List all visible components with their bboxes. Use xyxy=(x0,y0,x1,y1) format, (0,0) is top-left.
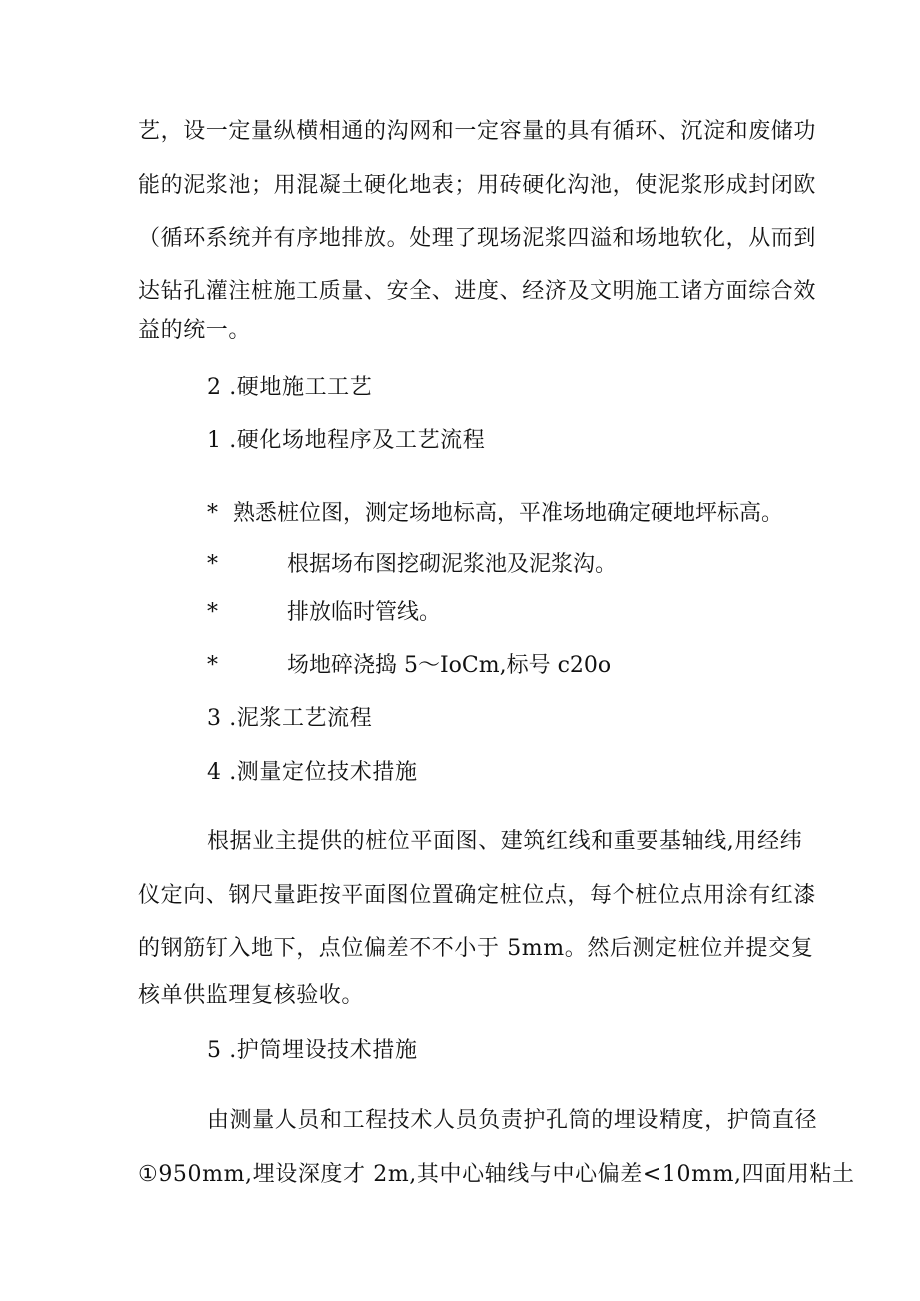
paragraph-line: （循环系统并有序地排放。处理了现场泥浆四溢和场地软化，从而到 xyxy=(138,226,817,251)
paragraph-line: 能的泥浆池；用混凝土硬化地表；用砖硬化沟池，使泥浆形成封闭欧 xyxy=(138,173,817,198)
paragraph-line: 达钻孔灌注桩施工质量、安全、进度、经济及文明施工诸方面综合效 xyxy=(138,279,817,304)
paragraph-line: 益的统一。 xyxy=(138,318,252,343)
bullet-marker: * xyxy=(207,501,218,526)
bullet-text: 排放临时管线。 xyxy=(287,600,442,625)
section-heading-1: 1 .硬化场地程序及工艺流程 xyxy=(207,428,486,453)
bullet-item xyxy=(207,598,441,628)
paragraph-line: 的钢筋钉入地下，点位偏差不不小于 5mm。然后测定桩位并提交复 xyxy=(138,936,814,961)
paragraph-line: 艺，设一定量纵横相通的沟网和一定容量的具有循环、沉淀和废储功 xyxy=(138,119,817,144)
section-heading-4: 4 .测量定位技术措施 xyxy=(207,760,418,785)
section-heading-3: 3 .泥浆工艺流程 xyxy=(207,706,373,731)
bullet-marker: * xyxy=(207,552,218,577)
section-heading-5: 5 .护筒埋设技术措施 xyxy=(207,1038,418,1063)
bullet-item xyxy=(207,651,611,681)
paragraph-line: 仪定向、钢尺量距按平面图位置确定桩位点，每个桩位点用涂有红漆 xyxy=(138,883,817,908)
bullet-text: 根据场布图挖砌泥浆池及泥浆沟。 xyxy=(287,552,618,577)
bullet-item xyxy=(207,499,783,529)
paragraph-line: 由测量人员和工程技术人员负责护孔筒的埋设精度，护筒直径 xyxy=(207,1108,818,1133)
bullet-marker: * xyxy=(207,653,218,678)
bullet-item xyxy=(207,550,617,580)
paragraph-line: 根据业主提供的桩位平面图、建筑红线和重要基轴线,用经纬 xyxy=(207,829,803,854)
bullet-marker: * xyxy=(207,600,218,625)
paragraph-line: ①950mm,埋设深度才 2m,其中心轴线与中心偏差<10mm,四面用粘土 xyxy=(138,1162,855,1187)
bullet-text: 熟悉桩位图，测定场地标高，平准场地确定硬地坪标高。 xyxy=(233,501,784,526)
section-heading-2: 2 .硬地施工工艺 xyxy=(207,375,373,400)
bullet-text: 场地碎浇捣 5～IoCm,标号 c20o xyxy=(287,653,612,678)
paragraph-line: 核单供监理复核验收。 xyxy=(138,983,365,1008)
